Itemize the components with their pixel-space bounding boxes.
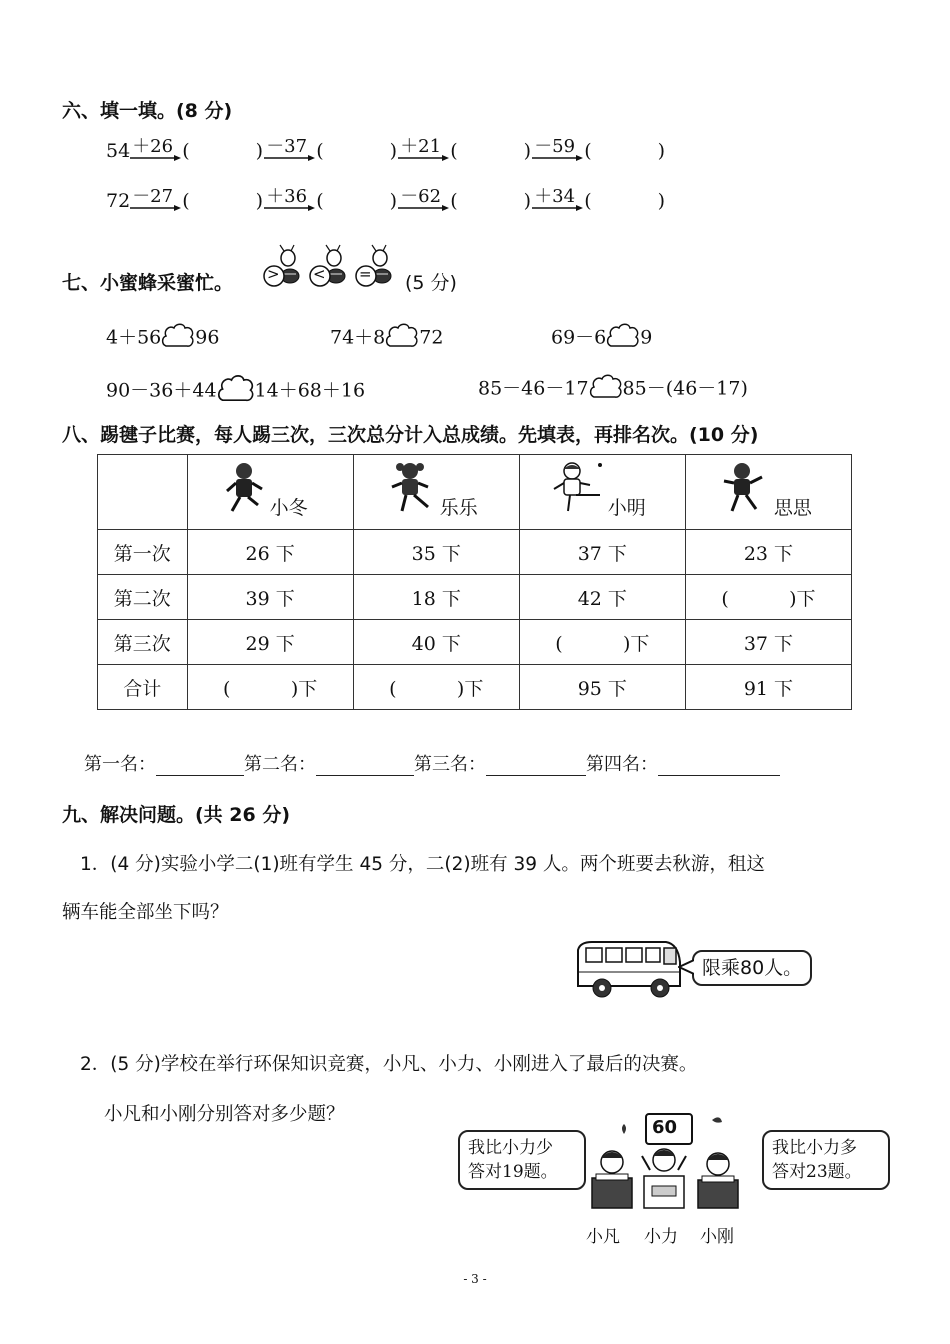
bus-icon [574,940,684,1002]
player-cell [685,455,851,530]
kicking-kid-icon [720,461,768,515]
start-number: 54 [106,140,131,162]
player-cell [519,455,685,530]
table-cell: 42 下 [519,575,685,620]
cloud-blank[interactable] [217,373,255,410]
page-number: - 3 - [463,1272,487,1286]
answer-blank[interactable]: ( ) [450,190,532,212]
answer-blank[interactable]: ( ) [584,140,666,162]
question-2-line-1: 2．(5 分)学校在举行环保知识竞赛，小凡、小力、小刚进入了最后的决赛。 [80,1054,698,1075]
table-cell-blank[interactable]: ( )下 [353,665,519,710]
ranking-line: 第一名： 第二名： 第三名： 第四名： [84,750,780,776]
bee-signs [262,244,402,292]
question-1-line-2: 辆车能全部坐下吗？ [62,902,229,923]
cloud-blank[interactable] [161,322,195,355]
table-cell: 35 下 [353,530,519,575]
table-cell: 23 下 [685,530,851,575]
arrow-op: ＋34 [532,190,584,214]
corner-cell [98,455,188,530]
answer-blank[interactable]: ( ) [450,140,532,162]
kicking-kid-icon [550,461,606,515]
table-row [98,575,852,620]
kid-name: 小凡 [586,1227,620,1247]
row-label: 合计 [98,665,188,710]
kicking-kid-icon [224,461,266,515]
kicking-kid-icon [388,461,436,515]
player-cell [187,455,353,530]
speech-bubble-right: 我比小力多 答对23题。 [762,1130,890,1190]
speech-bubble-left: 我比小力少 答对19题。 [458,1130,586,1190]
bee-icon: < [308,244,348,294]
bee-icon: = [354,244,394,294]
compare-item: 69－6 9 [551,322,652,355]
fill-row-2 [106,186,666,214]
rank-blank[interactable] [658,757,780,776]
answer-blank[interactable]: ( ) [316,140,398,162]
compare-item: 74＋8 72 [330,322,443,355]
compare-item: 85－46－17 85－(46－17) [478,373,748,406]
question-2-line-2: 小凡和小刚分别答对多少题？ [104,1104,345,1125]
table-cell-blank[interactable]: ( )下 [519,620,685,665]
kid-name: 小刚 [700,1227,734,1247]
table-cell: 29 下 [187,620,353,665]
answer-blank[interactable]: ( ) [316,190,398,212]
section-7-title: 七、小蜜蜂采蜜忙。 [62,272,234,294]
arrow-op: ＋36 [264,190,316,214]
kid-name: 小力 [644,1227,678,1247]
table-cell: 39 下 [187,575,353,620]
section-6-title: 六、填一填。(8 分) [62,100,233,122]
compare-item: 90－36＋44 14＋68＋16 [106,373,365,410]
table-row [98,620,852,665]
table-cell: 95 下 [519,665,685,710]
row-label: 第二次 [98,575,188,620]
answer-blank[interactable]: ( ) [182,190,264,212]
score-table [97,454,852,710]
player-cell [353,455,519,530]
arrow-op: －59 [532,140,584,164]
arrow-op: ＋21 [398,140,450,164]
arrow-op: ＋26 [130,140,182,164]
table-cell: 37 下 [685,620,851,665]
section-9-title: 九、解决问题。(共 26 分) [62,804,291,826]
cloud-blank[interactable] [589,373,623,406]
arrow-op: －37 [264,140,316,164]
player-name: 思思 [773,497,812,519]
table-header-row [98,455,852,530]
player-name: 小明 [607,497,646,519]
section-8-title: 八、踢毽子比赛，每人踢三次，三次总分计入总成绩。先填表，再排名次。(10 分) [62,424,759,446]
answer-blank[interactable]: ( ) [584,190,666,212]
section-7-points: (5 分) [405,272,457,294]
cloud-blank[interactable] [606,322,640,355]
player-name: 小冬 [269,497,308,519]
table-cell-blank[interactable]: ( )下 [685,575,851,620]
bubble-tail-icon [678,958,694,976]
fill-row-1 [106,136,666,164]
table-cell: 40 下 [353,620,519,665]
cloud-blank[interactable] [385,322,419,355]
table-cell: 37 下 [519,530,685,575]
bee-icon: > [262,244,302,294]
arrow-op: －27 [130,190,182,214]
table-row [98,665,852,710]
row-label: 第一次 [98,530,188,575]
board-score: 60 [652,1117,678,1138]
player-name: 乐乐 [439,497,478,519]
rank-blank[interactable] [486,757,586,776]
rank-blank[interactable] [156,757,244,776]
question-1-line-1: 1．(4 分)实验小学二(1)班有学生 45 分，二(2)班有 39 人。两个班要去秋游，租这 [80,854,765,875]
table-cell: 26 下 [187,530,353,575]
table-cell: 18 下 [353,575,519,620]
bus-sign-bubble: 限乘80人。 [692,950,812,986]
rank-blank[interactable] [316,757,414,776]
answer-blank[interactable]: ( ) [182,140,264,162]
table-cell-blank[interactable]: ( )下 [187,665,353,710]
compare-item: 4＋56 96 [106,322,219,355]
row-label: 第三次 [98,620,188,665]
table-cell: 91 下 [685,665,851,710]
arrow-op: －62 [398,190,450,214]
table-row [98,530,852,575]
start-number: 72 [106,190,131,212]
